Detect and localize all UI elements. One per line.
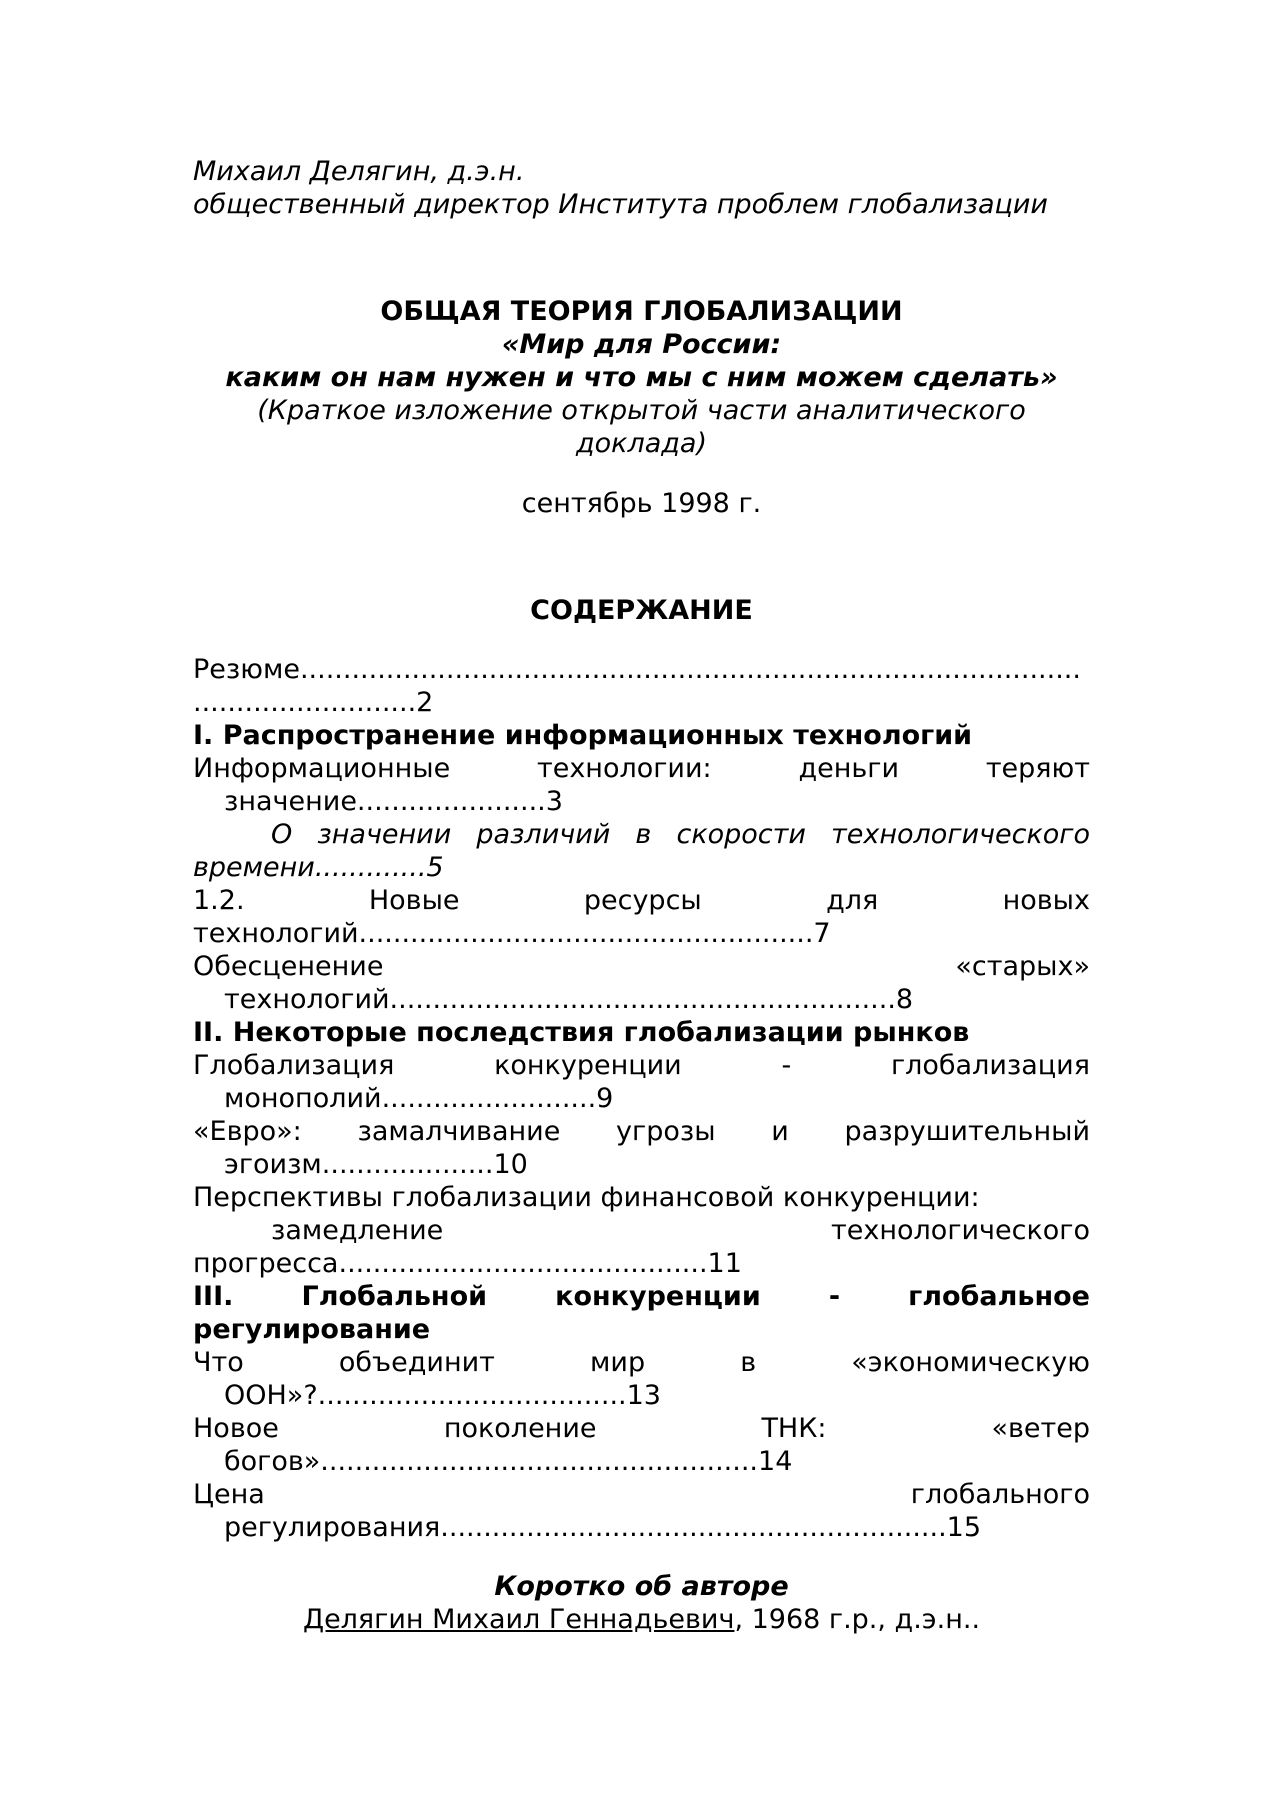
toc-item-2-3-cont: прогресса...........................................11 bbox=[193, 1248, 742, 1279]
toc-word: «ветер bbox=[991, 1413, 1090, 1444]
toc-item-3-1-cont: ООН»?....................................13 bbox=[224, 1380, 661, 1411]
author-link[interactable]: Делягин Михаил Геннадьевич bbox=[302, 1604, 735, 1635]
note-line1: (Краткое изложение открытой части аналитического bbox=[257, 395, 1026, 426]
toc-item-3-3 bbox=[193, 1478, 1090, 1511]
toc-word: - bbox=[781, 1050, 792, 1081]
toc-resume-line1: Резюме........................................................................................... bbox=[193, 654, 1081, 685]
author-position: общественный директор Института проблем глобализации bbox=[193, 189, 1048, 220]
toc-section-3 bbox=[193, 1280, 1090, 1313]
toc-word: О bbox=[271, 819, 293, 850]
toc-word: конкуренции bbox=[555, 1281, 761, 1312]
toc-word: Информационные bbox=[193, 753, 451, 784]
toc-item-3-2-cont: богов»...................................................14 bbox=[224, 1446, 793, 1477]
toc-word: деньги bbox=[798, 753, 900, 784]
toc-word: глобальное bbox=[908, 1281, 1090, 1312]
toc-resume-line2: ..........................2 bbox=[193, 687, 434, 718]
toc-word: Глобальной bbox=[301, 1281, 488, 1312]
main-title: ОБЩАЯ ТЕОРИЯ ГЛОБАЛИЗАЦИИ bbox=[380, 296, 903, 327]
toc-heading: СОДЕРЖАНИЕ bbox=[530, 595, 753, 626]
toc-word: и bbox=[771, 1116, 789, 1147]
toc-word: «экономическую bbox=[851, 1347, 1090, 1378]
toc-word: Новые bbox=[368, 885, 460, 916]
toc-word: Новое bbox=[193, 1413, 279, 1444]
toc-item-2-1-cont: монополий.........................9 bbox=[224, 1083, 614, 1114]
toc-item-1-2-cont: времени.............5 bbox=[193, 852, 444, 883]
toc-word: разрушительный bbox=[844, 1116, 1090, 1147]
toc-item-3-2 bbox=[193, 1412, 1090, 1445]
subtitle-line2: каким он нам нужен и что мы с ним можем сделать» bbox=[225, 362, 1058, 393]
toc-word: замалчивание bbox=[357, 1116, 561, 1147]
toc-word: объединит bbox=[338, 1347, 495, 1378]
toc-word: «старых» bbox=[955, 951, 1090, 982]
toc-item-2-2 bbox=[193, 1115, 1090, 1148]
subtitle-line1: «Мир для России: bbox=[501, 329, 782, 360]
toc-item-1-3 bbox=[193, 884, 1090, 917]
toc-word: различий bbox=[476, 819, 611, 850]
toc-word: в bbox=[635, 819, 652, 850]
toc-word: Глобализация bbox=[193, 1050, 395, 1081]
toc-word: конкуренции bbox=[494, 1050, 682, 1081]
toc-word: значении bbox=[317, 819, 452, 850]
toc-item-1-1 bbox=[193, 752, 1090, 785]
toc-item-1-2 bbox=[271, 818, 1090, 851]
toc-item-1-1-cont: значение......................3 bbox=[224, 786, 563, 817]
toc-word: поколение bbox=[443, 1413, 597, 1444]
toc-word: глобального bbox=[910, 1479, 1090, 1510]
toc-item-2-2-cont: эгоизм....................10 bbox=[224, 1149, 528, 1180]
toc-word: ресурсы bbox=[583, 885, 702, 916]
toc-item-3-1 bbox=[193, 1346, 1090, 1379]
about-line bbox=[193, 1603, 1090, 1636]
toc-word: Обесценение bbox=[193, 951, 384, 982]
toc-item-1-4 bbox=[193, 950, 1090, 983]
toc-item-1-4-cont: технологий...........................................................8 bbox=[224, 984, 914, 1015]
toc-word: технологии: bbox=[536, 753, 712, 784]
toc-item-2-3: Перспективы глобализации финансовой конкуренции: bbox=[193, 1182, 980, 1213]
toc-word: «Евро»: bbox=[193, 1116, 302, 1147]
toc-word: новых bbox=[1002, 885, 1090, 916]
toc-item-2-3-line2 bbox=[271, 1214, 1090, 1247]
toc-word: замедление bbox=[271, 1215, 444, 1246]
toc-word: теряют bbox=[985, 753, 1090, 784]
toc-word: технологического bbox=[831, 819, 1090, 850]
toc-word: глобализация bbox=[890, 1050, 1090, 1081]
toc-word: ТНК: bbox=[761, 1413, 827, 1444]
author-name: Михаил Делягин, д.э.н. bbox=[193, 156, 525, 187]
toc-word: угрозы bbox=[616, 1116, 716, 1147]
toc-word: 1.2. bbox=[193, 885, 245, 916]
toc-word: для bbox=[826, 885, 879, 916]
toc-item-3-3-cont: регулирования...........................................................15 bbox=[224, 1512, 982, 1543]
toc-item-1-3-cont: технологий.....................................................7 bbox=[193, 918, 831, 949]
toc-word: скорости bbox=[676, 819, 806, 850]
note-line2: доклада) bbox=[575, 428, 708, 459]
toc-word: мир bbox=[590, 1347, 646, 1378]
toc-word: - bbox=[828, 1281, 841, 1312]
toc-word: в bbox=[740, 1347, 757, 1378]
toc-word: III. bbox=[193, 1281, 234, 1312]
toc-section-3-cont: регулирование bbox=[193, 1314, 431, 1345]
toc-word: Что bbox=[193, 1347, 244, 1378]
toc-word: Цена bbox=[193, 1479, 265, 1510]
about-heading: Коротко об авторе bbox=[494, 1571, 789, 1602]
toc-item-2-1 bbox=[193, 1049, 1090, 1082]
toc-section-2: II. Некоторые последствия глобализации рынков bbox=[193, 1017, 970, 1048]
toc-word: технологического bbox=[831, 1215, 1090, 1246]
author-details: , 1968 г.р., д.э.н.. bbox=[734, 1604, 981, 1635]
document-date: сентябрь 1998 г. bbox=[521, 488, 762, 519]
toc-section-1: I. Распространение информационных технологий bbox=[193, 720, 973, 751]
